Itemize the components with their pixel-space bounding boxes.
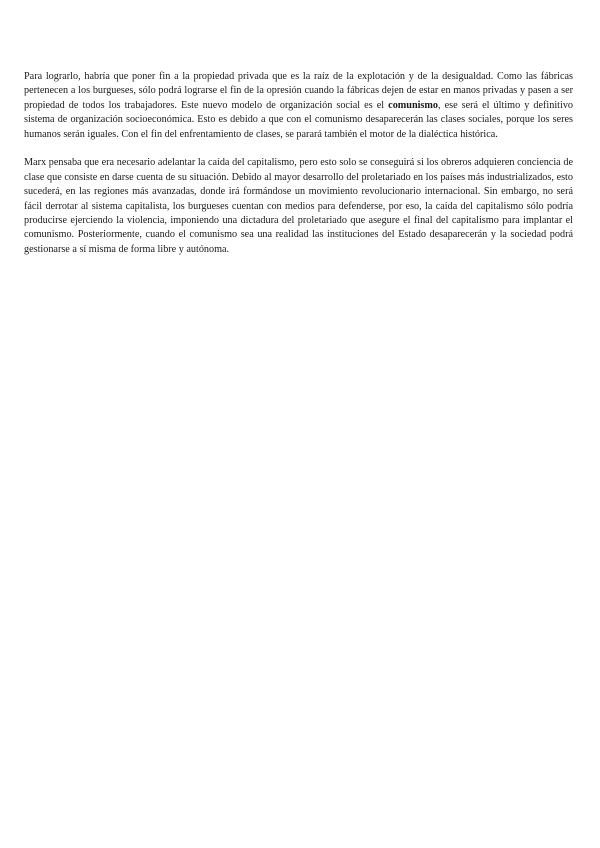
- paragraph-1-text-end: , ese será el último y definitivo sistema de organización socioeconómica. Esto es debido a que con el comunismo desaparecerán las clases sociales, porque los seres humanos serán iguales. Con el fin del enfrentamiento de clases, se parará también el motor de la dialéctica histórica.: [24, 99, 574, 140]
- paragraph-1: [24, 70, 573, 142]
- document-body: [24, 70, 573, 272]
- bold-term-comunismo: comunismo: [388, 99, 438, 111]
- paragraph-1-text-start: Para lograrlo, habría que poner fin a la propiedad privada que es la raíz de la explotación y de la desigualdad. Como las fábricas pertenecen a los burgueses, sólo podrá lograrse el fin de la opresión cuando la fábricas dejen de estar en manos privadas y pasen a ser propiedad de todos los trabajadores. Este nuevo modelo de organización social es el: [24, 71, 573, 111]
- paragraph-2: Marx pensaba que era necesario adelantar la caída del capitalismo, pero esto solo se conseguirá si los obreros adquieren conciencia de clase que consiste en darse cuenta de su situación. Debido al mayor desarrollo del proletariado en los países más industrializados, esto sucederá, en las regiones más avanzadas, donde irá formándose un movimiento revolucionario internacional. Sin embargo, no será fácil derrotar al sistema capitalista, los burgueses cuentan con medios para defenderse, por eso, la caída del capitalismo sólo podría producirse ejerciendo la violencia, imponiendo una dictadura del proletariado que asegure el final del capitalismo para implantar el comunismo. Posteriormente, cuando el comunismo sea una realidad las instituciones del Estado desaparecerán y la sociedad podrá gestionarse a sí misma de forma libre y autónoma.: [24, 157, 573, 255]
